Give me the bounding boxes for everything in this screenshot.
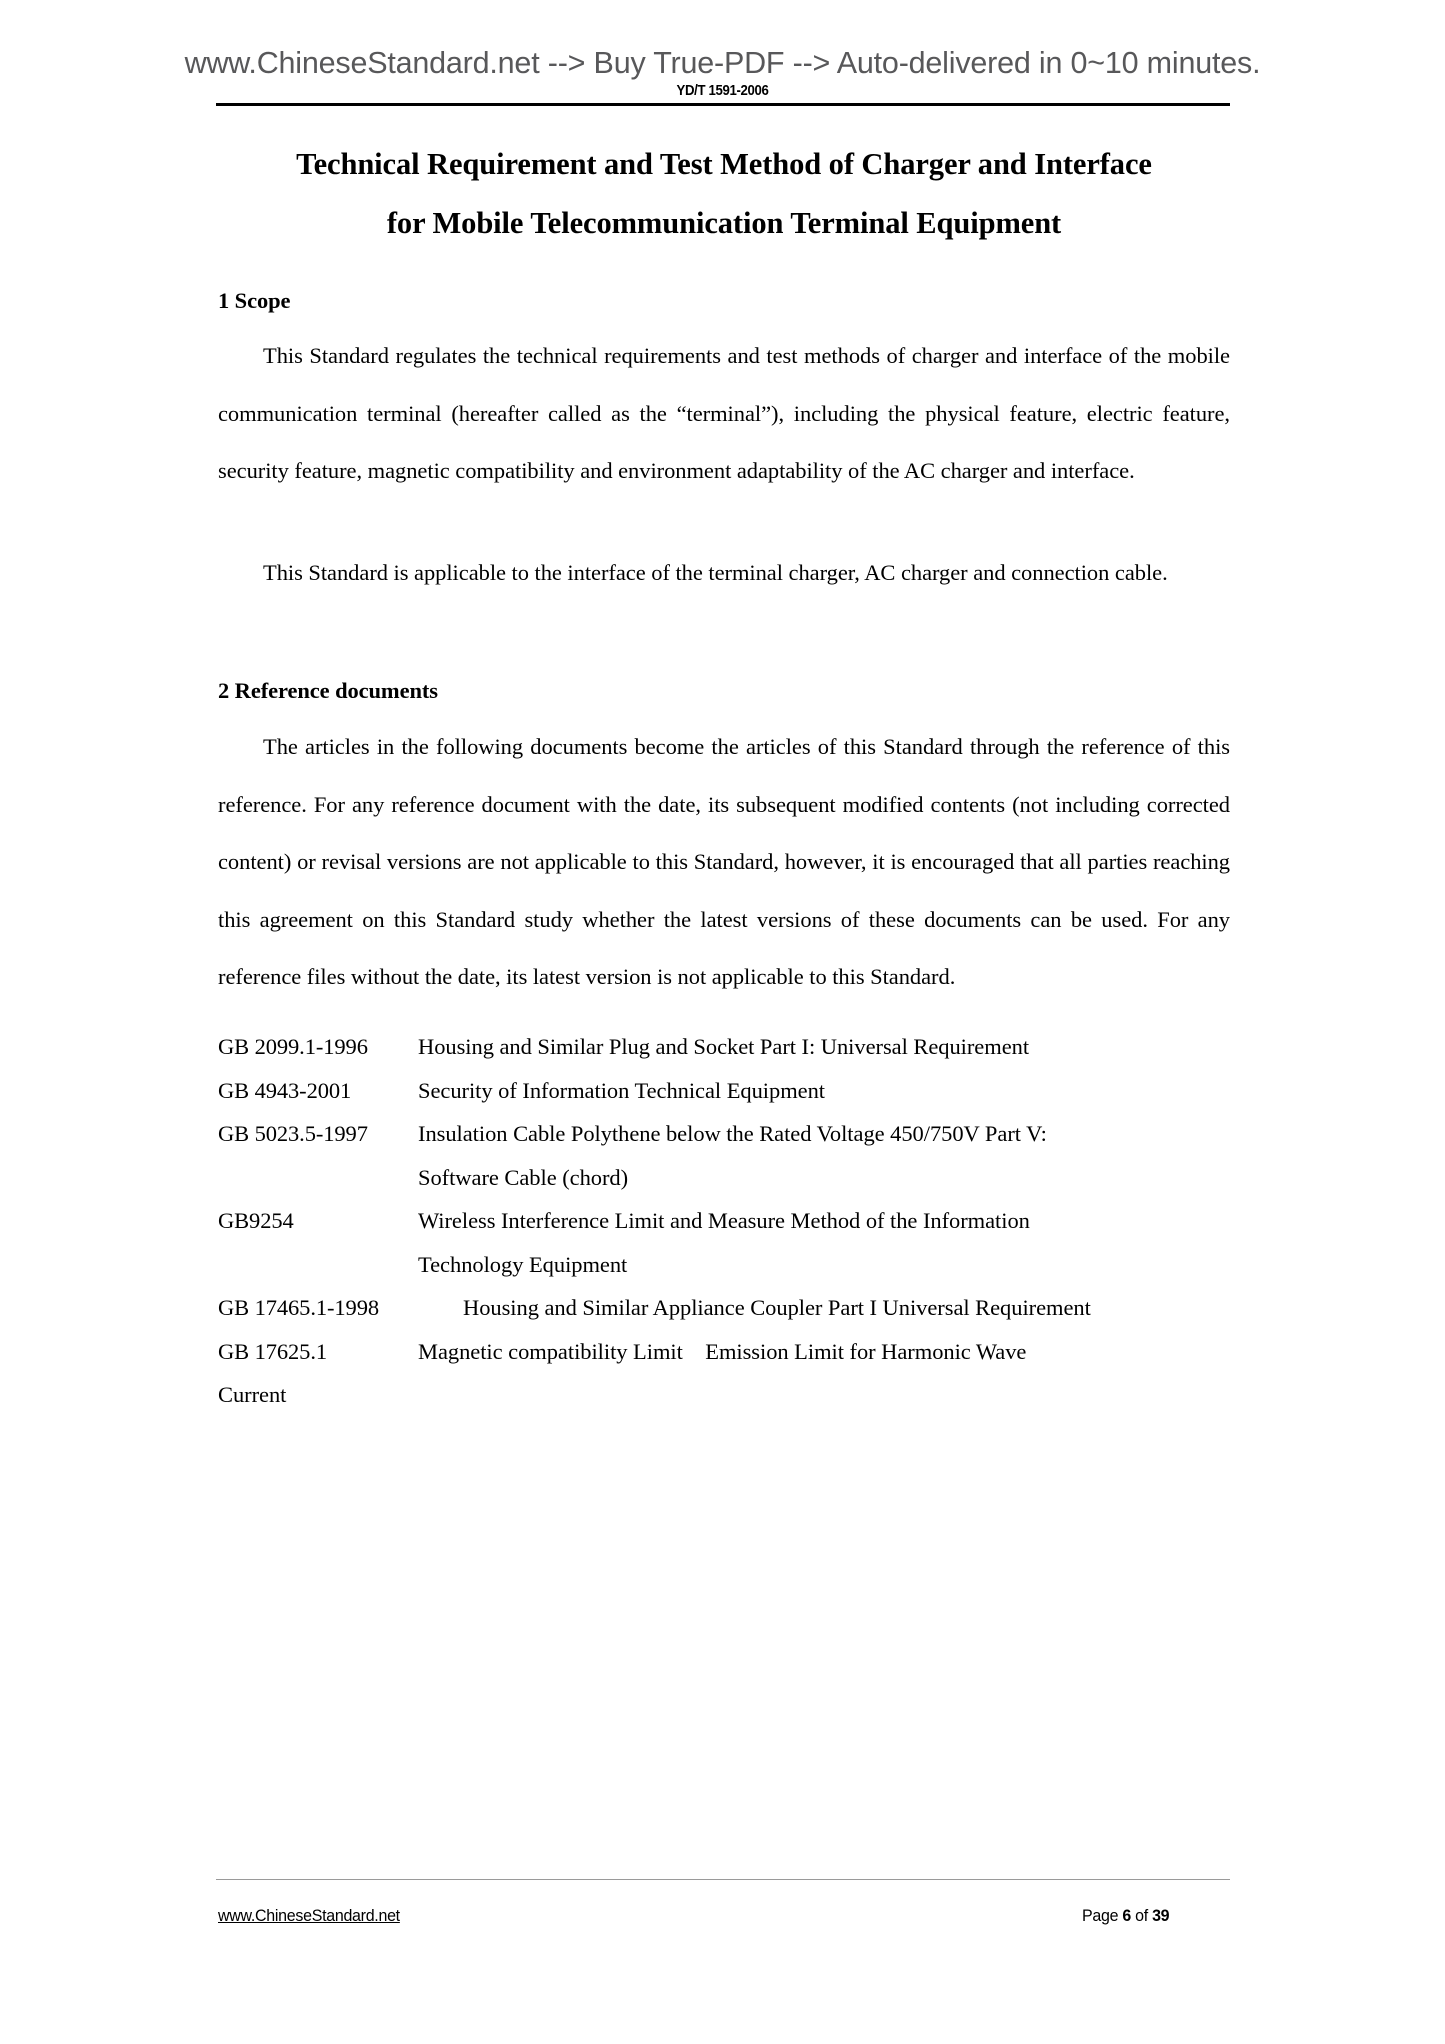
scope-paragraph-1: This Standard regulates the technical requirements and test methods of charger and interface of the mobile communication terminal (hereafter called as the “terminal”), including the physical feature, electric feature, security feature, magnetic compatibility and environment adaptability of the AC charger and interface. xyxy=(218,343,1230,483)
page-prefix: Page xyxy=(1082,1906,1123,1925)
list-item xyxy=(218,1330,1230,1374)
standard-code-header: YD/T 1591-2006 xyxy=(676,82,769,99)
page-total: 39 xyxy=(1152,1906,1170,1925)
list-item xyxy=(218,1069,1230,1113)
header-rule xyxy=(216,103,1230,106)
reference-description-continuation: Software Cable (chord) xyxy=(418,1164,629,1190)
page-title-line-2: for Mobile Telecommunication Terminal Equipment xyxy=(386,206,1062,240)
page-number: 6 xyxy=(1122,1906,1131,1925)
reference-description: Wireless Interference Limit and Measure Method of the Information xyxy=(418,1208,1030,1233)
reference-code: GB 2099.1-1996 xyxy=(218,1034,368,1059)
footer-site-link[interactable]: www.ChineseStandard.net xyxy=(218,1906,400,1925)
section-heading-scope: 1 Scope xyxy=(218,288,291,313)
footer-rule xyxy=(216,1879,1230,1880)
page-indicator xyxy=(1082,1906,1169,1926)
page-middle: of xyxy=(1130,1906,1153,1925)
reference-description: Security of Information Technical Equipment xyxy=(418,1077,825,1103)
reference-description: Housing and Similar Appliance Coupler Part I Universal Requirement xyxy=(463,1295,1091,1320)
reference-code: GB 17465.1-1998 xyxy=(218,1295,379,1320)
reference-trailing-text: Current xyxy=(218,1382,287,1407)
page-title-line-1: Technical Requirement and Test Method of Charger and Interface xyxy=(296,147,1152,181)
reference-code: GB 4943-2001 xyxy=(218,1077,352,1103)
reference-code: GB 5023.5-1997 xyxy=(218,1121,368,1146)
scope-paragraph-2: This Standard is applicable to the interface of the terminal charger, AC charger and connection cable. xyxy=(263,560,1168,585)
reference-description-continuation: Technology Equipment xyxy=(418,1251,628,1277)
list-item xyxy=(218,1025,1230,1069)
page-footer xyxy=(218,1906,1169,1926)
reference-description: Housing and Similar Plug and Socket Part I: Universal Requirement xyxy=(418,1034,1030,1059)
reference-description: Magnetic compatibility Limit Emission Limit for Harmonic Wave xyxy=(418,1338,1027,1364)
watermark-banner: www.ChineseStandard.net --> Buy True-PDF --> Auto-delivered in 0~10 minutes. xyxy=(184,46,1261,80)
list-item xyxy=(218,1286,1230,1330)
reference-description: Insulation Cable Polythene below the Rated Voltage 450/750V Part V: xyxy=(418,1121,1047,1146)
references-paragraph: The articles in the following documents become the articles of this Standard through the reference of this reference. For any reference document with the date, its subsequent modified contents (not including corrected content) or revisal versions are not applicable to this Standard, however, it is encouraged that all parties reaching this agreement on this Standard study whether the latest versions of these documents can be used. For any reference files without the date, its latest version is not applicable to this Standard. xyxy=(218,734,1230,989)
list-item xyxy=(218,1199,1230,1243)
reference-document-list xyxy=(218,1025,1230,1417)
reference-code: GB9254 xyxy=(218,1208,294,1233)
list-item xyxy=(218,1112,1230,1156)
section-heading-references: 2 Reference documents xyxy=(218,678,438,703)
reference-code: GB 17625.1 xyxy=(218,1338,328,1364)
